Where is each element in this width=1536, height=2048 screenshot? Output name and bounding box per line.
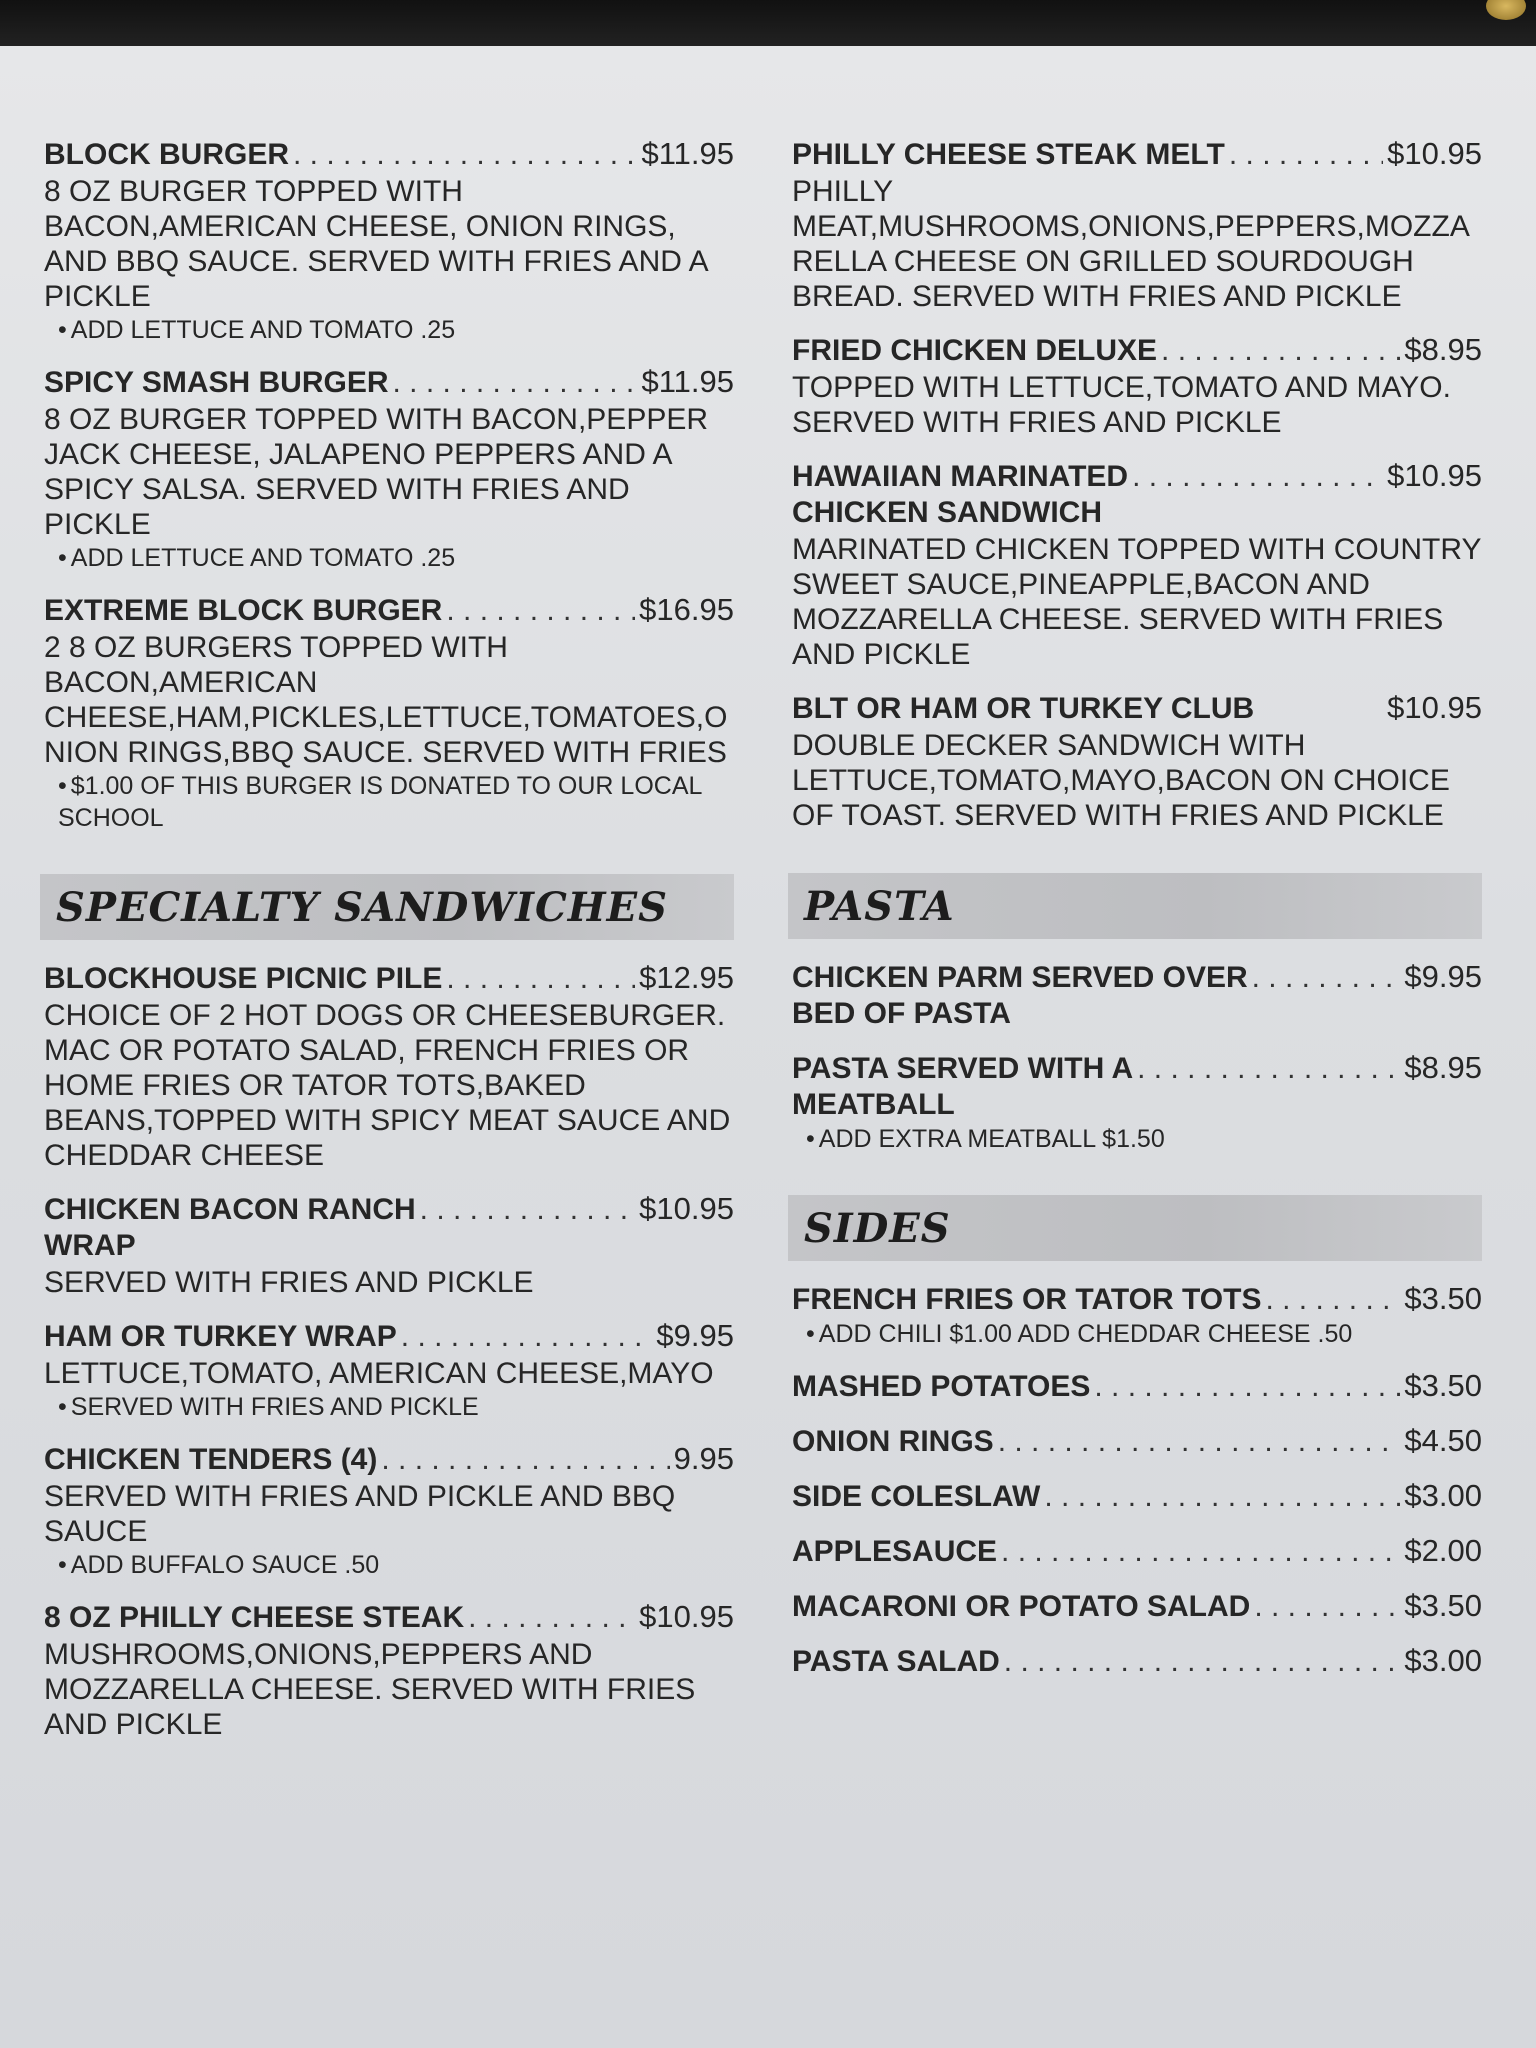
- item-price: $8.95: [1404, 1050, 1482, 1085]
- item-description: MARINATED CHICKEN TOPPED WITH COUNTRY SWEET SAUCE,PINEAPPLE,BACON AND MOZZARELLA CHEESE. SERVED WITH FRIES AND PICKLE: [792, 533, 1481, 671]
- menu-item: [44, 1318, 734, 1423]
- item-name: MASHED POTATOES: [792, 1370, 1091, 1403]
- item-note: • $1.00 OF THIS BURGER IS DONATED TO OUR LOCAL SCHOOL: [58, 772, 702, 832]
- item-price: $16.95: [639, 592, 734, 627]
- section-title: SIDES: [804, 1205, 951, 1252]
- menu-item: [792, 332, 1482, 440]
- item-price: $3.50: [1404, 1368, 1482, 1403]
- side-item: [792, 1588, 1482, 1625]
- item-name: PASTA SALAD: [792, 1645, 1000, 1678]
- side-item: [792, 1423, 1482, 1460]
- item-price: 9.95: [673, 1441, 734, 1476]
- item-name: SIDE COLESLAW: [792, 1480, 1041, 1513]
- item-description: DOUBLE DECKER SANDWICH WITH LETTUCE,TOMATO,MAYO,BACON ON CHOICE OF TOAST. SERVED WITH FRIES AND PICKLE: [792, 729, 1450, 832]
- item-description: 2 8 OZ BURGERS TOPPED WITH BACON,AMERICAN CHEESE,HAM,PICKLES,LETTUCE,TOMATOES,ONION RINGS,BBQ SAUCE. SERVED WITH FRIES: [44, 631, 728, 769]
- clip-knob: [1486, 0, 1526, 20]
- menu-item: [792, 136, 1482, 314]
- item-price: $9.95: [1404, 959, 1482, 994]
- item-name: BLOCKHOUSE PICNIC PILE: [44, 962, 443, 995]
- item-description: TOPPED WITH LETTUCE,TOMATO AND MAYO. SERVED WITH FRIES AND PICKLE: [792, 371, 1451, 439]
- item-name-continued: BED OF PASTA: [792, 997, 1011, 1030]
- item-name: PHILLY CHEESE STEAK MELT: [792, 138, 1225, 171]
- right-column: [792, 136, 1482, 1698]
- item-name: SPICY SMASH BURGER: [44, 366, 389, 399]
- menu-item: [792, 690, 1482, 833]
- menu-item: [792, 458, 1482, 672]
- item-name: CHICKEN PARM SERVED OVER: [792, 961, 1248, 994]
- menu-page: [0, 46, 1536, 2048]
- item-name: HAWAIIAN MARINATED: [792, 460, 1129, 493]
- item-name: APPLESAUCE: [792, 1535, 998, 1568]
- item-name: MACARONI OR POTATO SALAD: [792, 1590, 1251, 1623]
- item-price: $11.95: [641, 136, 734, 171]
- menu-item: [44, 1599, 734, 1742]
- item-name: FRIED CHICKEN DELUXE: [792, 334, 1158, 367]
- item-name: BLT OR HAM OR TURKEY CLUB: [792, 692, 1255, 725]
- item-price: $10.95: [1387, 136, 1482, 171]
- item-name: EXTREME BLOCK BURGER: [44, 594, 443, 627]
- side-item: [792, 1533, 1482, 1570]
- section-title: SPECIALTY SANDWICHES: [56, 884, 668, 931]
- item-note: • ADD LETTUCE AND TOMATO .25: [58, 316, 456, 344]
- item-price: $8.95: [1404, 332, 1482, 367]
- item-name: PASTA SERVED WITH A: [792, 1052, 1134, 1085]
- menu-item: [44, 960, 734, 1173]
- section-header-specialty-sandwiches: [40, 874, 734, 940]
- item-note: • SERVED WITH FRIES AND PICKLE: [58, 1393, 479, 1421]
- item-note: • ADD CHILI $1.00 ADD CHEDDAR CHEESE .50: [806, 1320, 1353, 1348]
- item-name: CHICKEN BACON RANCH: [44, 1193, 416, 1226]
- item-price: $10.95: [1387, 458, 1482, 493]
- item-name-continued: CHICKEN SANDWICH: [792, 496, 1102, 529]
- menu-item: [792, 1050, 1482, 1155]
- item-name: ONION RINGS: [792, 1425, 994, 1458]
- menu-item: [792, 959, 1482, 1032]
- menu-item: [44, 1441, 734, 1581]
- menu-item: [44, 1191, 734, 1300]
- item-note: • ADD BUFFALO SAUCE .50: [58, 1551, 380, 1579]
- item-price: $11.95: [641, 364, 734, 399]
- item-price: $3.00: [1404, 1643, 1482, 1678]
- item-price: $3.50: [1404, 1281, 1482, 1316]
- item-name: BLOCK BURGER: [44, 138, 289, 171]
- item-price: $9.95: [656, 1318, 734, 1353]
- item-name: HAM OR TURKEY WRAP: [44, 1320, 397, 1353]
- item-price: $10.95: [1387, 690, 1482, 725]
- left-column: [44, 136, 734, 1760]
- item-name-continued: MEATBALL: [792, 1088, 955, 1121]
- side-item: [792, 1643, 1482, 1680]
- item-description: SERVED WITH FRIES AND PICKLE: [44, 1266, 534, 1299]
- item-price: $2.00: [1404, 1533, 1482, 1568]
- menu-item: [44, 136, 734, 346]
- item-price: $3.00: [1404, 1478, 1482, 1513]
- item-price: $12.95: [639, 960, 734, 995]
- clipboard-edge: [0, 0, 1536, 50]
- item-name-continued: WRAP: [44, 1229, 136, 1262]
- side-item: [792, 1281, 1482, 1350]
- item-description: SERVED WITH FRIES AND PICKLE AND BBQ SAUCE: [44, 1480, 676, 1548]
- item-note: • ADD LETTUCE AND TOMATO .25: [58, 544, 456, 572]
- section-header-sides: [788, 1195, 1482, 1261]
- item-price: $4.50: [1404, 1423, 1482, 1458]
- item-description: PHILLY MEAT,MUSHROOMS,ONIONS,PEPPERS,MOZZARELLA CHEESE ON GRILLED SOURDOUGH BREAD. SERVED WITH FRIES AND PICKLE: [792, 175, 1470, 313]
- item-price: $10.95: [639, 1191, 734, 1226]
- item-description: MUSHROOMS,ONIONS,PEPPERS AND MOZZARELLA CHEESE. SERVED WITH FRIES AND PICKLE: [44, 1638, 696, 1741]
- item-name: CHICKEN TENDERS (4): [44, 1443, 378, 1476]
- item-description: LETTUCE,TOMATO, AMERICAN CHEESE,MAYO: [44, 1357, 714, 1390]
- section-title: PASTA: [804, 883, 955, 930]
- section-header-pasta: [788, 873, 1482, 939]
- item-note: • ADD EXTRA MEATBALL $1.50: [806, 1125, 1165, 1153]
- side-item: [792, 1478, 1482, 1515]
- item-name: 8 OZ PHILLY CHEESE STEAK: [44, 1601, 465, 1634]
- item-name: FRENCH FRIES OR TATOR TOTS: [792, 1283, 1262, 1316]
- item-description: 8 OZ BURGER TOPPED WITH BACON,AMERICAN CHEESE, ONION RINGS, AND BBQ SAUCE. SERVED WITH FRIES AND A PICKLE: [44, 175, 707, 313]
- item-description: 8 OZ BURGER TOPPED WITH BACON,PEPPER JACK CHEESE, JALAPENO PEPPERS AND A SPICY SALSA. SERVED WITH FRIES AND PICKLE: [44, 403, 709, 541]
- item-price: $3.50: [1404, 1588, 1482, 1623]
- menu-item: [44, 364, 734, 574]
- item-description: CHOICE OF 2 HOT DOGS OR CHEESEBURGER. MAC OR POTATO SALAD, FRENCH FRIES OR HOME FRIES OR TATOR TOTS,BAKED BEANS,TOPPED WITH SPICY MEAT SAUCE AND CHEDDAR CHEESE: [44, 999, 731, 1172]
- item-price: $10.95: [639, 1599, 734, 1634]
- menu-item: [44, 592, 734, 834]
- side-item: [792, 1368, 1482, 1405]
